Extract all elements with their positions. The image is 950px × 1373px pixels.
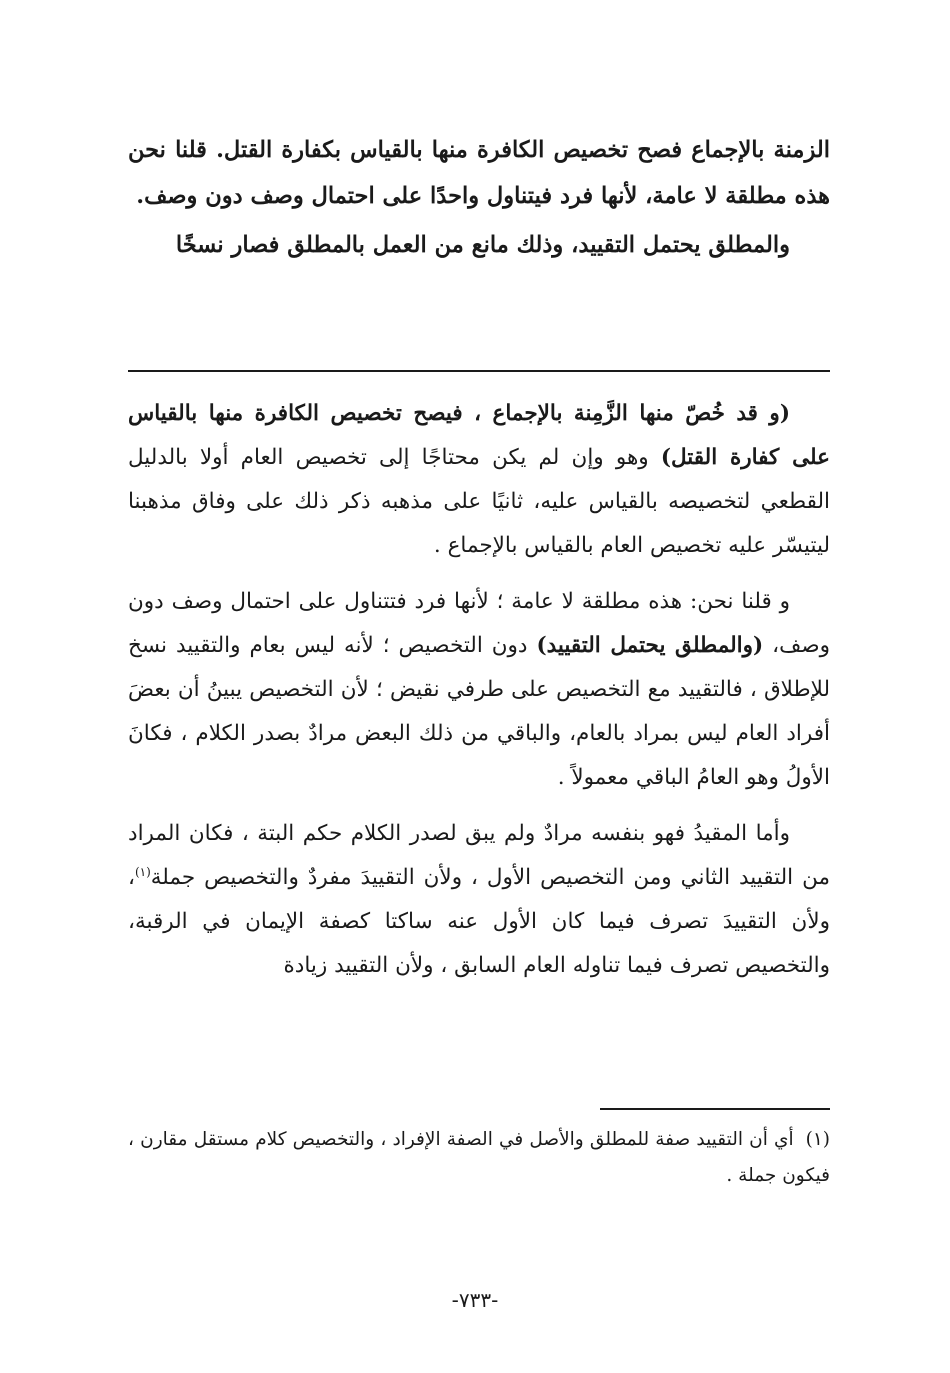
footnote-rule — [600, 1108, 830, 1110]
commentary-text-run: ، ولأن التقييدَ تصرف فيما كان الأول عنه ساكتا كصفة الإيمان في الرقبة، والتخصيص تصرف فيما تناوله العام السابق ، ولأن التقييد زيادة — [128, 865, 830, 978]
footnote-marker[interactable]: (١) — [134, 864, 151, 879]
page-number: -٧٣٣- — [451, 1288, 499, 1312]
main-text — [128, 128, 830, 269]
footnote-text: أي أن التقييد صفة للمطلق والأصل في الصفة الإفراد ، والتخصيص كلام مستقل مقارن ، فيكون جملة . — [128, 1129, 830, 1186]
footnote — [128, 1122, 830, 1194]
commentary-text — [128, 392, 830, 1000]
main-paragraph-2: والمطلق يحتمل التقييد، وذلك مانع من العمل بالمطلق فصار نسخًا — [175, 232, 790, 258]
commentary-paragraph-2 — [128, 580, 830, 800]
main-paragraph-1: الزمنة بالإجماع فصح تخصيص الكافرة منها بالقياس بكفارة القتل. قلنا نحن هذه مطلقة لا عامة، لأنها فرد فيتناول واحدًا على احتمال وصف دون وصف. — [128, 137, 830, 209]
quoted-text: (والمطلق يحتمل التقييد) — [536, 633, 764, 658]
footnote-number: (١) — [805, 1129, 830, 1150]
footnote-entry — [128, 1122, 830, 1194]
commentary-paragraph-3 — [128, 812, 830, 988]
commentary-text-run: وأما المقيدُ فهو بنفسه مرادٌ ولم يبق لصدر الكلام حكم البتة ، فكان المراد من التقييد الثاني ومن التخصيص الأول ، ولأن التقييدَ مفردٌ والتخصيص جملة — [128, 821, 830, 890]
quoted-text: (و قد خُصّ منها الزَّمِنة بالإجماع ، فيصح تخصيص الكافرة منها بالقياس على كفارة القتل) — [128, 401, 830, 470]
commentary-paragraph-1 — [128, 392, 830, 568]
commentary-text-run: دون التخصيص ؛ لأنه ليس بعام والتقييد نسخ للإطلاق ، فالتقييد مع التخصيص على طرفي نقيض ؛ لأن التخصيص يبينُ أن بعضَ أفراد العام ليس بمراد بالعام، والباقي من ذلك البعض مرادٌ بصدر الكلام ، فكانَ الأولُ وهو العامُ الباقي معمولاً . — [128, 633, 830, 790]
separator-rule — [128, 370, 830, 372]
commentary-text-run: و قلنا نحن: هذه مطلقة لا عامة ؛ لأنها فرد فتتناول على احتمال وصف دون وصف، — [128, 589, 830, 658]
commentary-text-run: وهو وإن لم يكن محتاجًا إلى تخصيص العام أولا بالدليل القطعي لتخصيصه بالقياس عليه، ثانيًا على مذهبه ذكر ذلك على وفاق مذهبنا ليتيسّر عليه تخصيص العام بالقياس بالإجماع . — [128, 445, 830, 558]
